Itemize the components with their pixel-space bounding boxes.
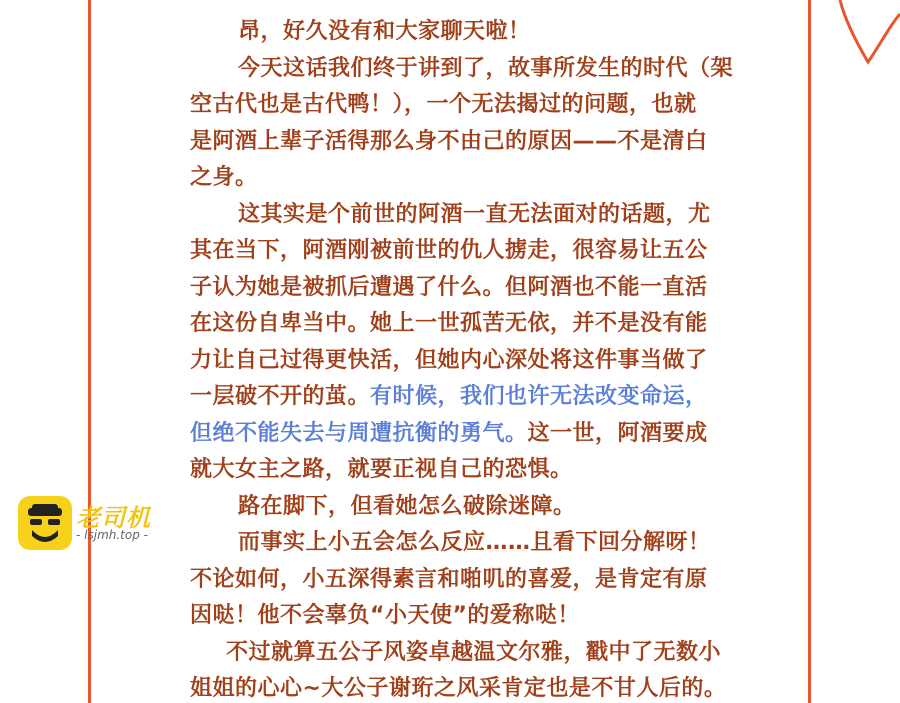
paragraph-line: 今天这话我们终于讲到了，故事所发生的时代（架	[238, 55, 734, 81]
watermark-url: - lsjmh.top -	[76, 528, 148, 542]
page-border-right	[808, 0, 811, 703]
highlighted-text: 但绝不能失去与周遭抗衡的勇气。	[190, 420, 528, 446]
driver-face-icon	[18, 496, 72, 550]
paragraph-line: 力让自己过得更快活，但她内心深处将这件事当做了	[190, 347, 708, 373]
paragraph-line: 子认为她是被抓后遭遇了什么。但阿酒也不能一直活	[190, 274, 708, 300]
author-note	[190, 14, 760, 703]
text-segment: 一层破不开的茧。	[190, 384, 371, 409]
paragraph-line	[190, 379, 760, 416]
paragraph-greeting: 昂，好久没有和大家聊天啦！	[238, 19, 531, 44]
highlighted-text: 有时候，我们也许无法改变命运，	[370, 384, 708, 409]
paragraph-line: 其在当下，阿酒刚被前世的仇人掳走，很容易让五公	[190, 238, 708, 263]
text-segment: 这一世，阿酒要成	[527, 420, 708, 446]
paragraph-line: 空古代也是古代鸭！），一个无法揭过的问题，也就	[190, 92, 697, 117]
paragraph-line: 因哒！他不会辜负“小天使”的爱称哒！	[190, 603, 580, 628]
paragraph-line: 就大女主之路，就要正视自己的恐惧。	[190, 457, 573, 482]
paragraph-line: 这其实是个前世的阿酒一直无法面对的话题，尤	[238, 201, 711, 227]
paragraph-line: 在这份自卑当中。她上一世孤苦无依，并不是没有能	[190, 311, 708, 336]
paragraph-line: 不论如何，小五深得素言和啪叽的喜爱，是肯定有原	[190, 566, 708, 592]
paragraph-line	[190, 416, 760, 453]
paragraph-line: 是阿酒上辈子活得那么身不由己的原因——不是清白	[190, 128, 708, 154]
paragraph-line: 而事实上小五会怎么反应……且看下回分解呀！	[238, 530, 711, 555]
paragraph-line: 之身。	[190, 165, 258, 190]
paragraph-line: 不过就算五公子风姿卓越温文尔雅，戳中了无数小	[226, 639, 722, 665]
paragraph-line: 姐姐的心心~大公子谢珩之风采肯定也是不甘人后的。	[190, 676, 727, 701]
page-border-left	[88, 0, 91, 703]
watermark	[18, 496, 178, 552]
paragraph-line: 路在脚下，但看她怎么破除迷障。	[238, 493, 576, 519]
watermark-brand: 老司机	[76, 504, 151, 532]
